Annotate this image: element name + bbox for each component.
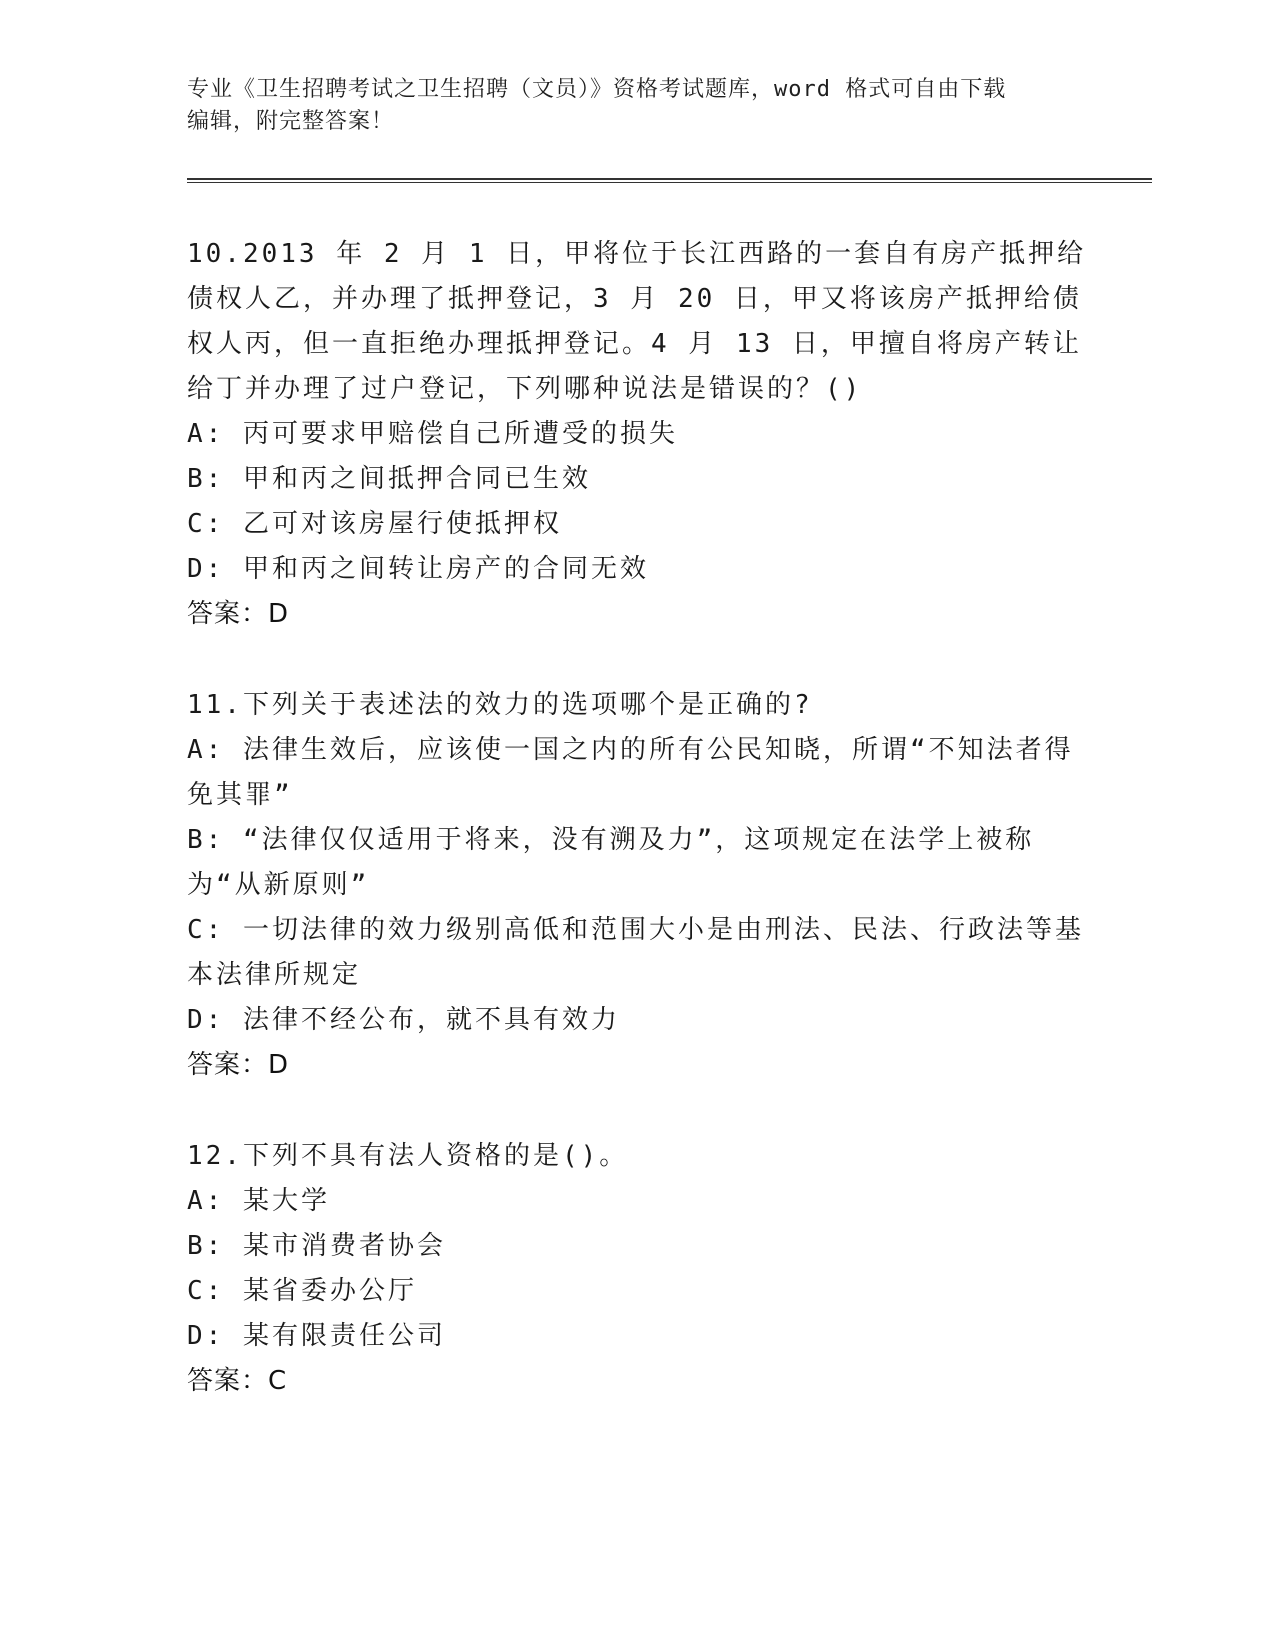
question-list (187, 232, 1087, 1450)
question-stem: 12.下列不具有法人资格的是()。 (187, 1141, 629, 1171)
header-line-2: 编辑，附完整答案！ (187, 109, 395, 134)
option-b: B: 某市消费者协会 (187, 1231, 446, 1261)
question-10 (187, 232, 1087, 637)
question-stem: 11.下列关于表述法的效力的选项哪个是正确的? (187, 690, 813, 720)
answer-label: 答案：D (187, 599, 290, 629)
option-b: B: 甲和丙之间抵押合同已生效 (187, 464, 591, 494)
document-header (187, 74, 1087, 138)
option-a: A: 某大学 (187, 1186, 330, 1216)
option-c: C: 一切法律的效力级别高低和范围大小是由刑法、民法、行政法等基本法律所规定 (187, 915, 1084, 990)
option-d: D: 某有限责任公司 (187, 1321, 446, 1351)
header-divider (187, 178, 1152, 183)
option-a: A: 法律生效后，应该使一国之内的所有公民知晓，所谓“不知法者得免其罪” (187, 735, 1074, 810)
option-d: D: 法律不经公布，就不具有效力 (187, 1005, 620, 1035)
header-line-1: 专业《卫生招聘考试之卫生招聘（文员）》资格考试题库，word 格式可自由下载 (187, 77, 1007, 102)
answer-label: 答案：C (187, 1366, 288, 1396)
question-stem: 10.2013 年 2 月 1 日，甲将位于长江西路的一套自有房产抵押给债权人乙，并办理了抵押登记，3 月 20 日，甲又将该房产抵押给债权人丙，但一直拒绝办理抵押登记。4 月 13 日，甲擅自将房产转让给丁并办理了过户登记，下列哪种说法是错误的？() (187, 239, 1087, 404)
option-c: C: 乙可对该房屋行使抵押权 (187, 509, 562, 539)
question-12 (187, 1134, 1087, 1404)
question-11 (187, 683, 1087, 1088)
option-a: A: 丙可要求甲赔偿自己所遭受的损失 (187, 419, 678, 449)
option-b: B: “法律仅仅适用于将来，没有溯及力”，这项规定在法学上被称为“从新原则” (187, 825, 1035, 900)
option-d: D: 甲和丙之间转让房产的合同无效 (187, 554, 649, 584)
option-c: C: 某省委办公厅 (187, 1276, 417, 1306)
answer-label: 答案：D (187, 1050, 290, 1080)
